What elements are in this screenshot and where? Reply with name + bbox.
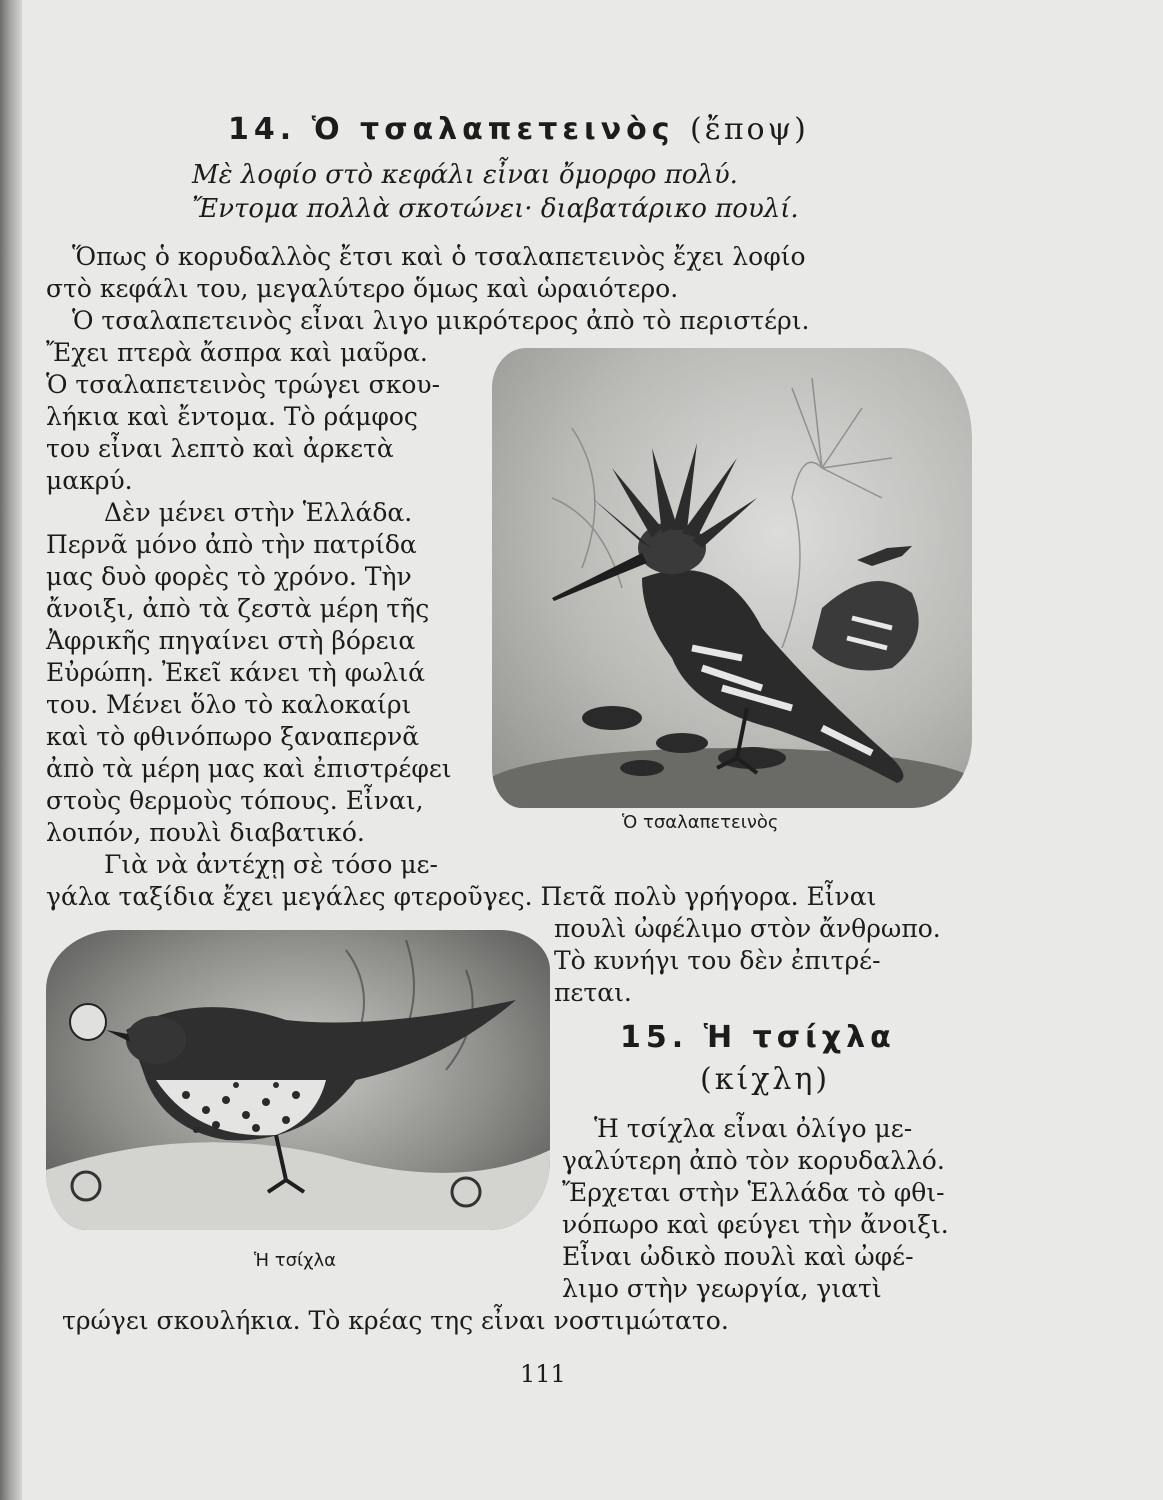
s15-line-4: νόπωρο καὶ φεύγει τὴν ἄνοιξι. (562, 1210, 949, 1239)
verse-line-2: Ἔντομα πολλὰ σκοτώνει· διαβατάρικο πουλί. (192, 194, 799, 224)
section-14-number: 14. (228, 112, 297, 147)
section-15-subtitle: (κίχλη) (700, 1062, 831, 1097)
hoopoe-illustration (492, 348, 972, 808)
s14-line-20: Γιὰ νὰ ἀντέχῃ σὲ τόσο με- (104, 850, 438, 879)
s14-line-13: Ἀφρικῆς πηγαίνει στὴ βόρεια (46, 626, 416, 655)
s15-line-1: Ἡ τσίχλα εἶναι ὀλίγο με- (594, 1114, 913, 1143)
s14-line-16: καὶ τὸ φθινόπωρο ξαναπερνᾶ (46, 722, 420, 751)
s14-line-1: Ὅπως ὁ κορυδαλλὸς ἔτσι καὶ ὁ τσαλαπετεινὸς ἔχει λοφίο (72, 242, 806, 271)
s14-line-21: γάλα ταξίδια ἔχει μεγάλες φτεροῦγες. Πετᾶ πολὺ γρήγορα. Εἶναι (46, 882, 877, 911)
s15-line-5: Εἶναι ὠδικὸ πουλὶ καὶ ὠφέ- (562, 1242, 914, 1271)
verse-line-1: Μὲ λοφίο στὸ κεφάλι εἶναι ὄμορφο πολύ. (192, 160, 738, 190)
thrush-caption: Ἡ τσίχλα (254, 1250, 337, 1271)
section-14-title: Ὁ τσαλαπετεινὸς (311, 112, 675, 147)
section-15-subtitle-row (700, 1062, 830, 1097)
s14-line-14: Εὐρώπη. Ἐκεῖ κάνει τὴ φωλιά (46, 658, 426, 687)
s14-line-11: μας δυὸ φορὲς τὸ χρόνο. Τὴν (46, 562, 412, 591)
s14-line-23: Τὸ κυνήγι του δὲν ἐπιτρέ- (554, 946, 881, 975)
s14-line-3: Ὁ τσαλαπετεινὸς εἶναι λιγο μικρότερος ἀπὸ τὸ περιστέρι. (72, 306, 810, 335)
page-binding-edge (0, 0, 22, 1500)
s14-line-19: λοιπόν, πουλὶ διαβατικό. (46, 818, 365, 847)
section-15-number: 15. (620, 1020, 689, 1055)
s14-line-17: ἀπὸ τὰ μέρη μας καὶ ἐπιστρέφει (46, 754, 452, 783)
section-15-heading (620, 1020, 896, 1055)
thrush-illustration (46, 930, 550, 1230)
s14-line-2: στὸ κεφάλι του, μεγαλύτερο ὅμως καὶ ὡραιότερο. (46, 274, 679, 303)
section-14-subtitle: (ἔποψ) (690, 112, 809, 147)
s15-line-3: Ἔρχεται στὴν Ἑλλάδα τὸ φθι- (562, 1178, 945, 1207)
section-14-heading (228, 112, 809, 147)
page-number: 111 (520, 1360, 566, 1388)
s14-line-10: Περνᾶ μόνο ἀπὸ τὴν πατρίδα (46, 530, 417, 559)
s14-line-5: Ὁ τσαλαπετεινὸς τρώγει σκου- (46, 370, 441, 399)
section-15-title: Ἡ τσίχλα (703, 1020, 896, 1055)
s14-line-12: ἄνοιξι, ἀπὸ τὰ ζεστὰ μέρη τῆς (46, 594, 430, 623)
hoopoe-caption: Ὁ τσαλαπετεινὸς (622, 812, 779, 833)
hoopoe-drawing (492, 348, 972, 808)
s14-line-22: πουλὶ ὠφέλιμο στὸν ἄνθρωπο. (554, 914, 941, 943)
s14-line-18: στοὺς θερμοὺς τόπους. Εἶναι, (46, 786, 424, 815)
s14-line-24: πεται. (554, 978, 632, 1007)
s14-line-15: του. Μένει ὅλο τὸ καλοκαίρι (46, 690, 412, 719)
s14-line-6: λήκια καὶ ἔντομα. Τὸ ράμφος (46, 402, 418, 431)
s14-line-4: Ἔχει πτερὰ ἄσπρα καὶ μαῦρα. (46, 338, 428, 367)
s14-line-9: Δὲν μένει στὴν Ἑλλάδα. (104, 498, 413, 527)
s14-line-7: του εἶναι λεπτὸ καὶ ἀρκετὰ (46, 434, 394, 463)
s15-line-6: λιμο στὴν γεωργία, γιατὶ (562, 1274, 882, 1303)
s15-line-7: τρώγει σκουλήκια. Τὸ κρέας της εἶναι νοστιμώτατο. (62, 1306, 729, 1335)
s14-line-8: μακρύ. (46, 466, 133, 495)
s15-line-2: γαλύτερη ἀπὸ τὸν κορυδαλλό. (562, 1146, 945, 1175)
thrush-drawing (46, 930, 550, 1230)
